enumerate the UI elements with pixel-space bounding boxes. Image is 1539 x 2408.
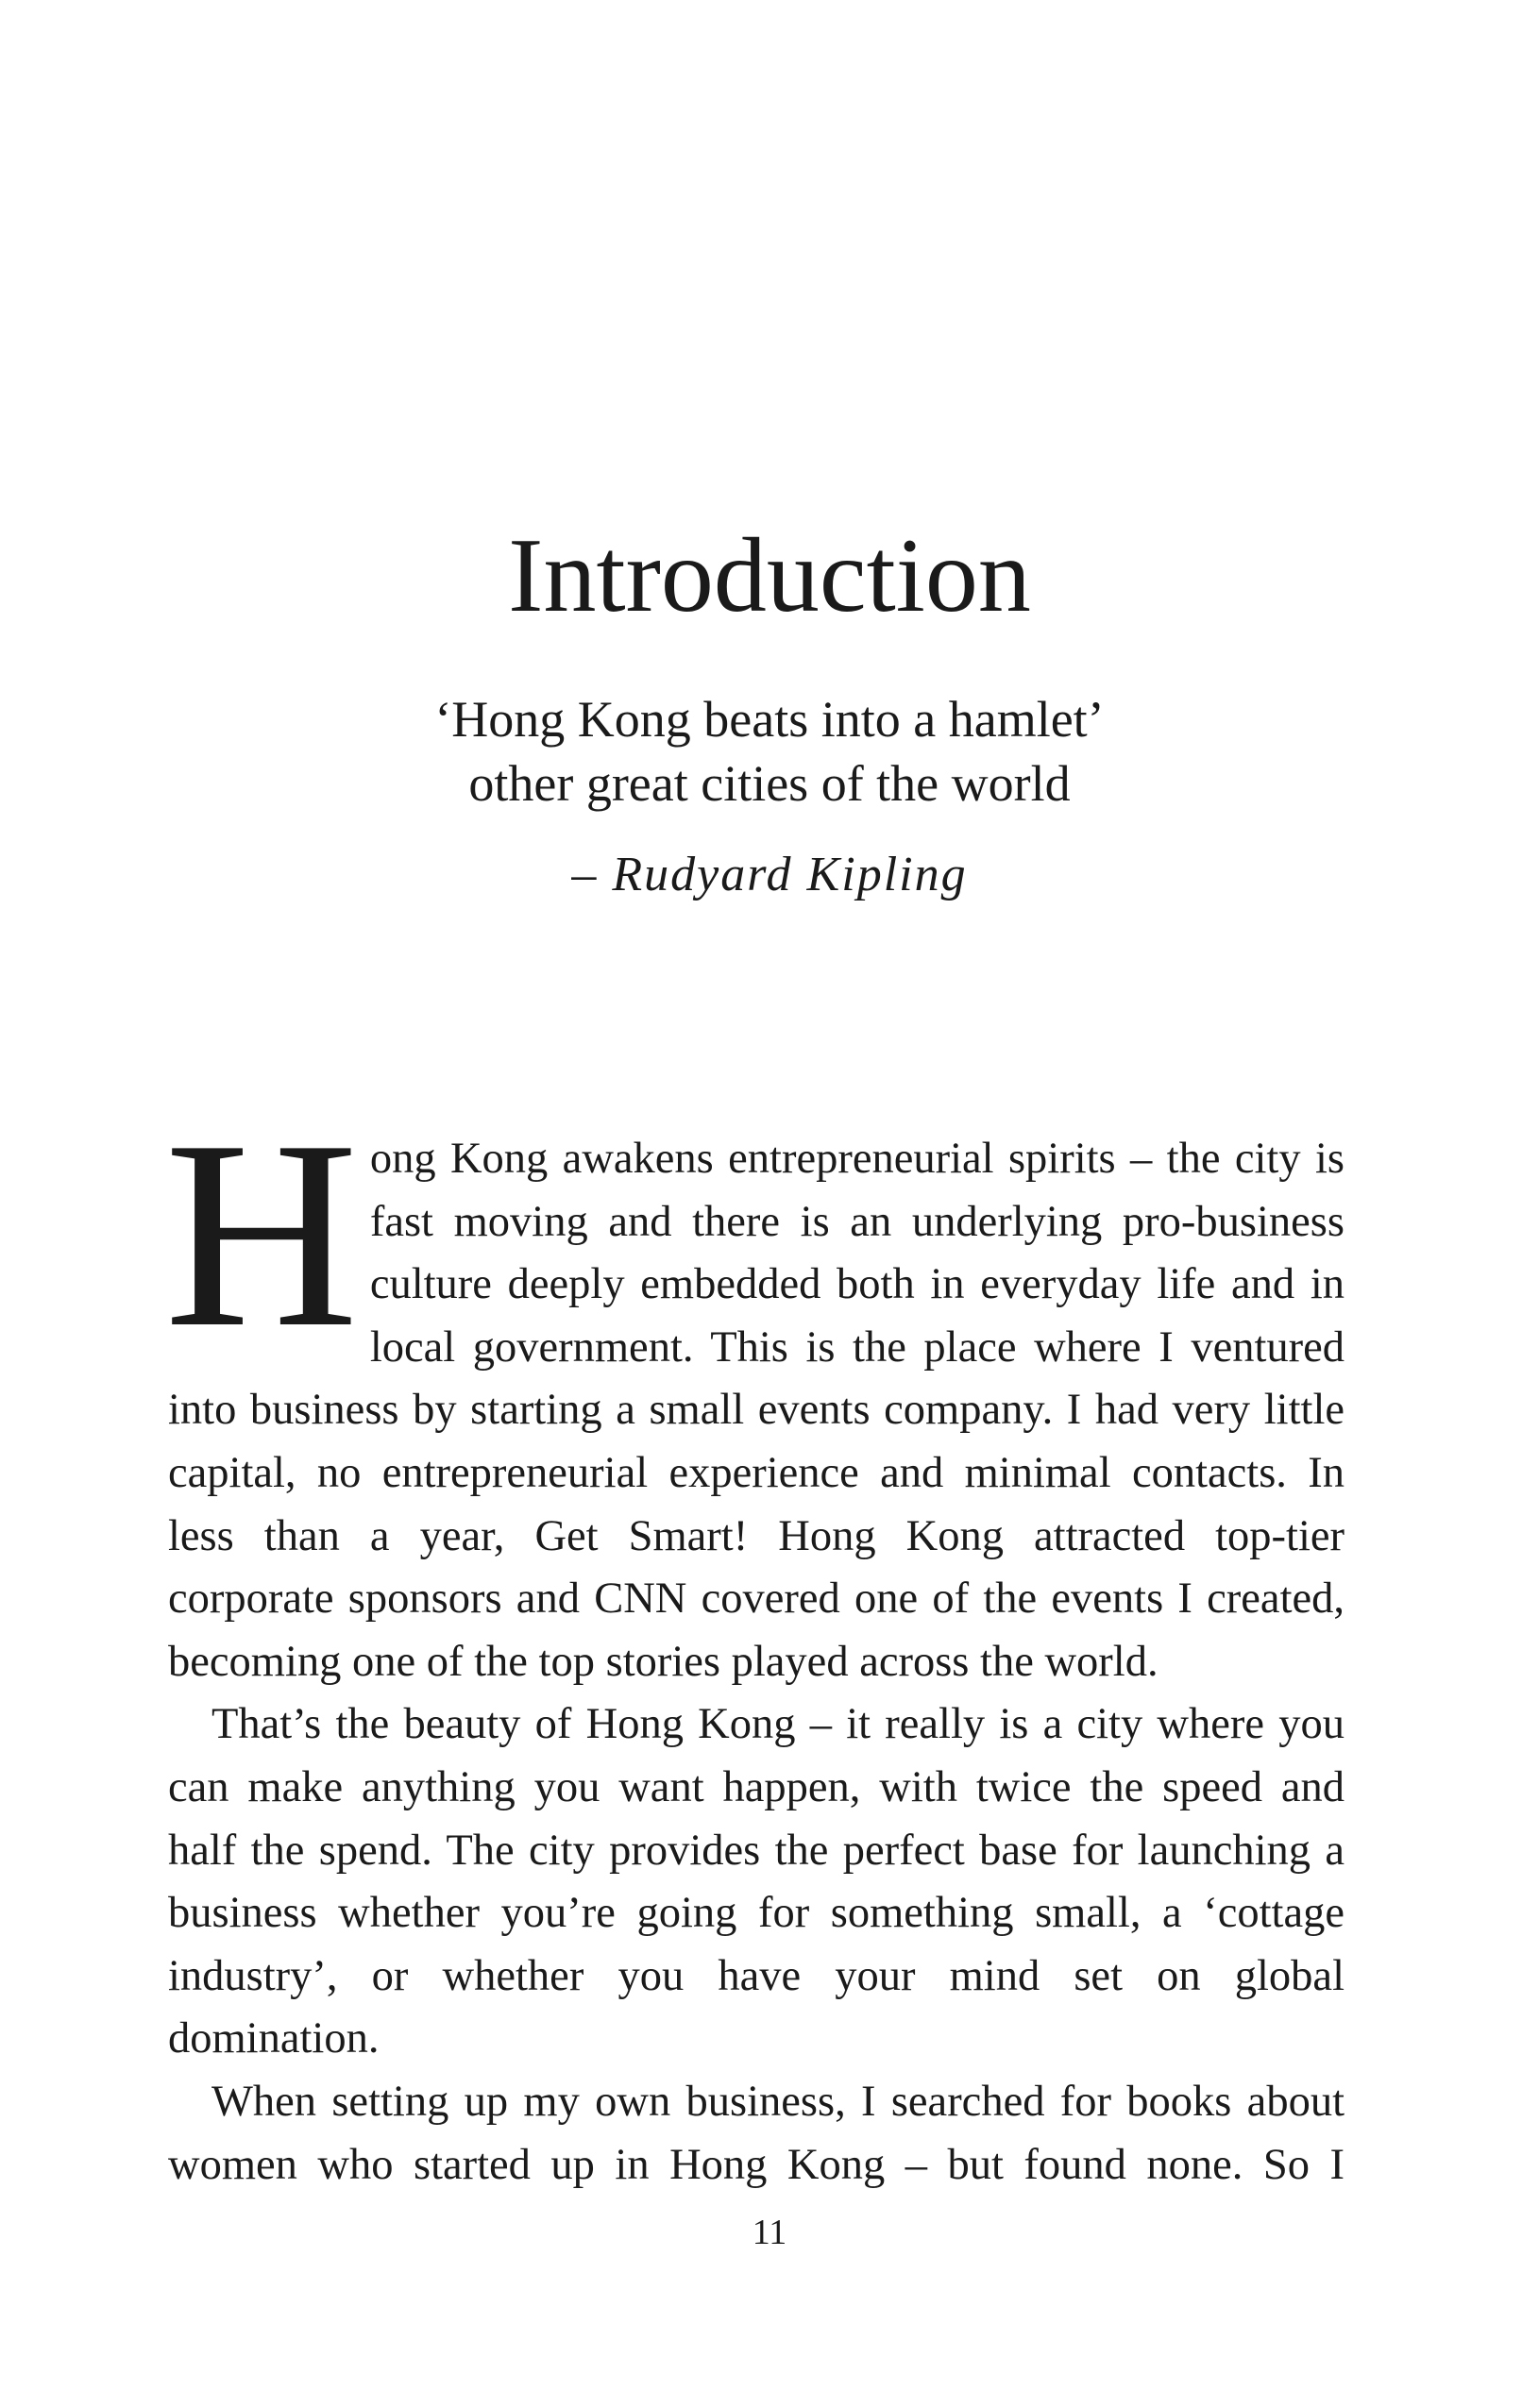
epigraph-quote — [0, 687, 1539, 816]
page-title: Introduction — [508, 517, 1031, 634]
drop-cap: H — [164, 1085, 359, 1383]
attribution-dash: – — [571, 848, 599, 901]
paragraph-text: ong Kong awakens entrepreneurial spirits – the city is fast moving and there is an underlying pro-business culture deeply embedded both in everyday life and in local government. This is the place where I ventured into business by starting a small events company. I had very little capital, no entrepreneurial experience and minimal contacts. In less than a year, Get Smart! Hong Kong attracted top-tier corporate sponsors and CNN covered one of the events I created, becoming one of the top stories played across the world. — [168, 1135, 1345, 1686]
epigraph-line: other great cities of the world — [468, 755, 1071, 812]
epigraph-line: ‘Hong Kong beats into a hamlet’ — [434, 691, 1105, 748]
paragraph — [164, 1085, 1345, 1693]
paragraph: That’s the beauty of Hong Kong – it really is a city where you can make anything you want happen, with twice the speed and half the spend. The city provides the perfect base for launching a business whether you’re going for something small, a ‘cottage industry’, or whether you have your mind set on global domination. — [168, 1700, 1345, 2063]
attribution-author: Rudyard Kipling — [612, 848, 968, 901]
page-number: 11 — [752, 2213, 787, 2252]
body-text — [164, 1085, 1345, 2197]
paragraph: When setting up my own business, I searched for books about women who started up in Hong Kong – but found none. So I — [168, 2077, 1345, 2189]
epigraph-attribution — [0, 843, 1539, 907]
